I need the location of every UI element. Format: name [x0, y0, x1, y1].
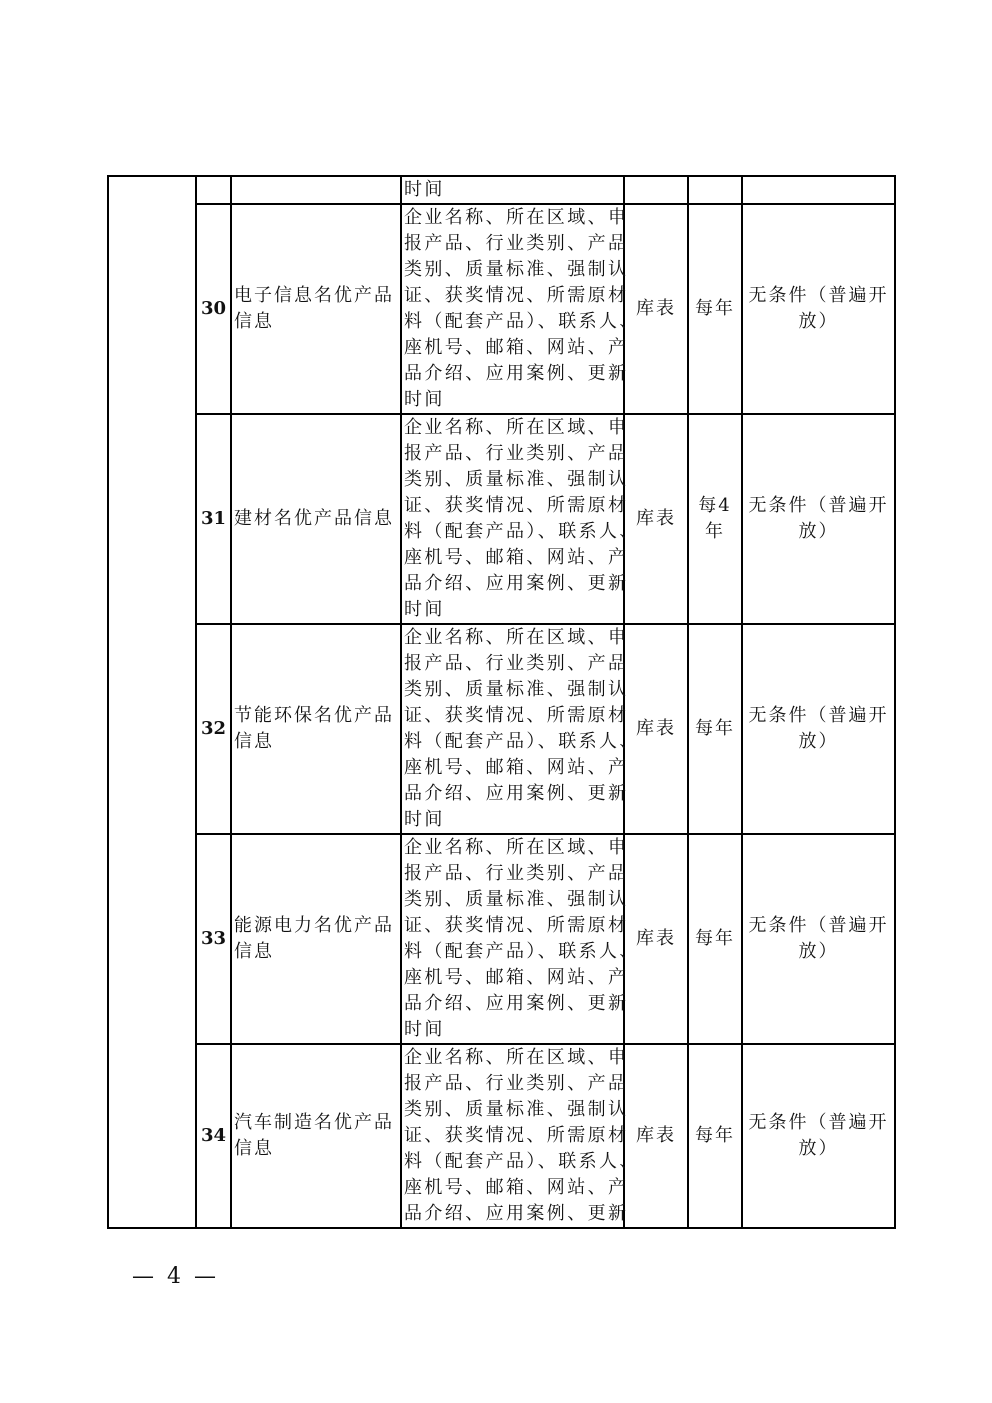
fields-line: 品介绍、应用案例、更新 — [404, 993, 629, 1014]
fields-line: 时间 — [404, 389, 445, 410]
item-frequency: 每年 — [688, 624, 742, 834]
item-openness: 无条件（普遍开放） — [742, 1044, 895, 1228]
fields-line: 类别、质量标准、强制认 — [404, 1099, 629, 1120]
item-name: 能源电力名优产品信息 — [231, 834, 401, 1044]
fields-line: 报产品、行业类别、产品 — [404, 233, 629, 254]
item-frequency: 每年 — [688, 204, 742, 414]
item-fields — [401, 204, 640, 414]
item-openness: 无条件（普遍开放） — [742, 414, 895, 624]
item-frequency: 每年 — [688, 1044, 742, 1228]
fields-line: 类别、质量标准、强制认 — [404, 679, 629, 700]
item-fields — [401, 414, 640, 624]
item-number: 33 — [196, 834, 231, 1044]
fields-line: 企业名称、所在区域、申 — [404, 207, 629, 228]
fields-line: 时间 — [404, 179, 445, 200]
fields-line: 证、获奖情况、所需原材 — [404, 1125, 629, 1146]
fields-line: 时间 — [404, 809, 445, 830]
fields-line: 类别、质量标准、强制认 — [404, 259, 629, 280]
fields-line: 报产品、行业类别、产品 — [404, 443, 629, 464]
fields-line: 报产品、行业类别、产品 — [404, 863, 629, 884]
table-row — [108, 834, 895, 1044]
category-cell — [108, 176, 196, 1228]
fields-line: 品介绍、应用案例、更新 — [404, 1203, 629, 1224]
fields-line: 料（配套产品）、联系人、 — [404, 731, 640, 752]
fields-line: 料（配套产品）、联系人、 — [404, 311, 640, 332]
item-format: 库表 — [624, 834, 688, 1044]
catalog-table — [107, 175, 896, 1229]
page-number: — 4 — — [132, 1264, 219, 1289]
fields-line: 品介绍、应用案例、更新 — [404, 363, 629, 384]
item-name: 电子信息名优产品信息 — [231, 204, 401, 414]
fields-line: 座机号、邮箱、网站、产 — [404, 337, 629, 358]
fields-line: 料（配套产品）、联系人、 — [404, 1151, 640, 1172]
fields-line: 证、获奖情况、所需原材 — [404, 285, 629, 306]
table-row-continued — [108, 176, 895, 204]
fields-line: 座机号、邮箱、网站、产 — [404, 547, 629, 568]
item-number: 34 — [196, 1044, 231, 1228]
item-name: 建材名优产品信息 — [231, 414, 401, 624]
fields-line: 报产品、行业类别、产品 — [404, 653, 629, 674]
fields-line: 企业名称、所在区域、申 — [404, 837, 629, 858]
fields-line: 料（配套产品）、联系人、 — [404, 941, 640, 962]
item-format: 库表 — [624, 1044, 688, 1228]
fields-line: 时间 — [404, 599, 445, 620]
fields-line: 品介绍、应用案例、更新 — [404, 573, 629, 594]
num-cell — [196, 176, 231, 204]
fields-line: 企业名称、所在区域、申 — [404, 1047, 629, 1068]
fields-line: 时间 — [404, 1019, 445, 1040]
fields-line: 证、获奖情况、所需原材 — [404, 915, 629, 936]
item-number: 31 — [196, 414, 231, 624]
item-format: 库表 — [624, 414, 688, 624]
fields-line: 品介绍、应用案例、更新 — [404, 783, 629, 804]
fields-line: 类别、质量标准、强制认 — [404, 889, 629, 910]
item-frequency: 每年 — [688, 834, 742, 1044]
form-cell — [624, 176, 688, 204]
item-fields — [401, 624, 640, 834]
fields-cell — [401, 176, 624, 204]
item-number: 30 — [196, 204, 231, 414]
table-row — [108, 204, 895, 414]
fields-line: 座机号、邮箱、网站、产 — [404, 1177, 629, 1198]
fields-line: 料（配套产品）、联系人、 — [404, 521, 640, 542]
fields-line: 报产品、行业类别、产品 — [404, 1073, 629, 1094]
item-number: 32 — [196, 624, 231, 834]
item-fields — [401, 1044, 640, 1228]
item-openness: 无条件（普遍开放） — [742, 834, 895, 1044]
table-row — [108, 414, 895, 624]
table-row — [108, 1044, 895, 1228]
item-name: 节能环保名优产品信息 — [231, 624, 401, 834]
fields-line: 证、获奖情况、所需原材 — [404, 495, 629, 516]
item-openness: 无条件（普遍开放） — [742, 204, 895, 414]
fields-line: 座机号、邮箱、网站、产 — [404, 757, 629, 778]
fields-line: 企业名称、所在区域、申 — [404, 417, 629, 438]
freq-cell — [688, 176, 742, 204]
item-format: 库表 — [624, 624, 688, 834]
table-row — [108, 624, 895, 834]
name-cell — [231, 176, 401, 204]
fields-line: 证、获奖情况、所需原材 — [404, 705, 629, 726]
fields-line: 类别、质量标准、强制认 — [404, 469, 629, 490]
open-cell — [742, 176, 895, 204]
fields-line: 企业名称、所在区域、申 — [404, 627, 629, 648]
item-name: 汽车制造名优产品信息 — [231, 1044, 401, 1228]
item-openness: 无条件（普遍开放） — [742, 624, 895, 834]
item-fields — [401, 834, 640, 1044]
item-frequency: 每4年 — [688, 414, 742, 624]
fields-line: 座机号、邮箱、网站、产 — [404, 967, 629, 988]
item-format: 库表 — [624, 204, 688, 414]
